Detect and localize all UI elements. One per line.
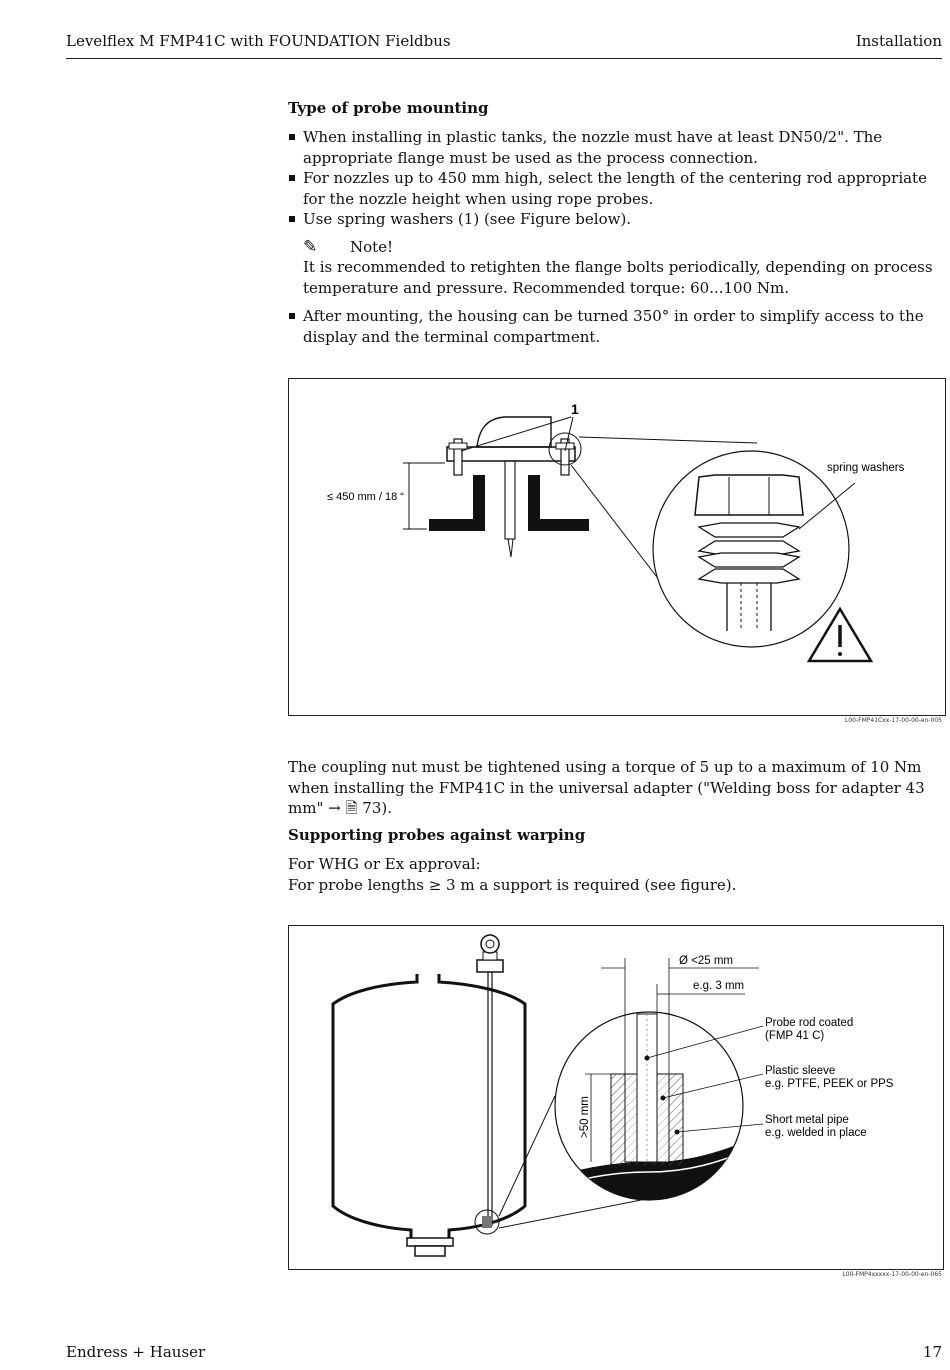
- approval-line: For WHG or Ex approval:: [288, 855, 481, 873]
- header-section: Installation: [855, 32, 942, 50]
- coupling-paragraph: The coupling nut must be tightened using a torque of 5 up to a maximum of 10 Nm when installing the FMP41C in the universal adapter ("Welding boss for adapter 43 mm" → 🗎 73).: [288, 758, 925, 817]
- footer-company: Endress + Hauser: [66, 1343, 206, 1361]
- note-title: Note!: [350, 237, 394, 256]
- support-diagram: [289, 926, 943, 1269]
- bolt-head-left: [449, 443, 467, 449]
- bullet-item: After mounting, the housing can be turned 350° in order to simplify access to the display and the terminal compartment.: [288, 306, 942, 347]
- transmitter-head: [481, 935, 499, 953]
- heading-supporting-probes: Supporting probes against warping: [288, 826, 586, 844]
- pipe-label-1: Short metal pipe: [765, 1114, 849, 1126]
- figure-spring-washers: [288, 378, 946, 716]
- bolt-head-right: [556, 443, 574, 449]
- tank-outline: [333, 974, 525, 1238]
- callout-leader-left: [461, 417, 571, 451]
- sleeve-label-2: e.g. PTFE, PEEK or PPS: [765, 1078, 894, 1090]
- page-number: 17: [922, 1343, 942, 1361]
- note-block: [288, 237, 942, 299]
- gap-label: e.g. 3 mm: [693, 980, 745, 992]
- diameter-label: Ø <25 mm: [679, 955, 734, 967]
- hex-nut: [695, 475, 803, 515]
- bullet-item: For nozzles up to 450 mm high, select the length of the centering rod appropriate for the nozzle height when using rope probes.: [288, 168, 942, 209]
- spring-washer-1: [699, 523, 799, 537]
- pencil-icon: ✎: [303, 236, 318, 257]
- callout-number: 1: [571, 401, 579, 417]
- bullet-item: When installing in plastic tanks, the nozzle must have at least DN50/2". The appropriate flange must be used as the process connection.: [288, 127, 942, 168]
- note-text: It is recommended to retighten the flange bolts periodically, depending on process temperature and pressure. Recommended torque: 60...100 Nm.: [303, 258, 933, 297]
- probe-rod: [505, 461, 515, 539]
- dimension-label: ≤ 450 mm / 18 “: [327, 491, 404, 503]
- rod-label-2: (FMP 41 C): [765, 1030, 825, 1042]
- mounting-bullet-list: [288, 127, 942, 230]
- rod-label-1: Probe rod coated: [765, 1017, 854, 1029]
- bullet-item: Use spring washers (1) (see Figure below).: [288, 209, 942, 230]
- figure2-code: L00-FMP4xxxxx-17-00-00-en-065: [842, 1271, 942, 1278]
- section-probe-mounting: [288, 98, 942, 347]
- pipe-label-2: e.g. welded in place: [765, 1127, 867, 1139]
- heading-probe-mounting: Type of probe mounting: [288, 99, 489, 117]
- after-mounting-list: [288, 306, 942, 347]
- spring-washers-label: spring washers: [827, 462, 905, 474]
- nozzle-wall-left: [429, 475, 485, 531]
- figure-probe-support: [288, 925, 944, 1270]
- mounting-diagram: [289, 379, 945, 715]
- header-rule: [66, 58, 942, 59]
- height-label: >50 mm: [579, 1096, 591, 1138]
- probe-tip: [508, 539, 513, 557]
- spring-washer-3: [699, 553, 799, 567]
- figure1-code: L00-FMP41Cxx-17-00-00-en-005: [845, 717, 942, 724]
- top-flange: [477, 960, 503, 972]
- probe-length-line: For probe lengths ≥ 3 m a support is required (see figure).: [288, 875, 737, 894]
- nozzle-wall-right: [528, 475, 589, 531]
- spring-washer-4: [699, 569, 799, 583]
- sleeve-label-1: Plastic sleeve: [765, 1065, 836, 1077]
- header-title: Levelflex M FMP41C with FOUNDATION Fieldbus: [66, 32, 451, 50]
- section-supporting-probes: [288, 825, 942, 895]
- bottom-nozzle: [407, 1238, 453, 1246]
- magnify-line-top: [579, 437, 757, 443]
